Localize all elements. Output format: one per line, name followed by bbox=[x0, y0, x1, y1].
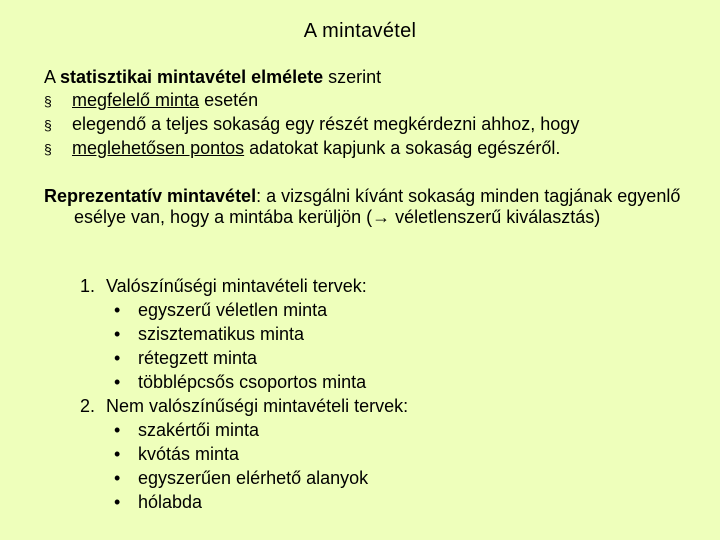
intro-heading bbox=[44, 66, 579, 89]
intro-item-text: adatokat kapjunk a sokaság egészéről. bbox=[244, 138, 561, 158]
section-bullet-icon: § bbox=[44, 141, 52, 157]
bullet-icon: • bbox=[114, 300, 121, 320]
item-number: 1. bbox=[80, 276, 96, 296]
sub-item-label: kvótás minta bbox=[138, 444, 240, 464]
section-bullet-icon: § bbox=[44, 93, 52, 109]
sub-list-item bbox=[80, 298, 408, 322]
intro-block bbox=[44, 66, 579, 161]
item-label: Valószínűségi mintavételi tervek: bbox=[106, 276, 367, 296]
intro-item-underlined: meglehetősen pontos bbox=[72, 138, 245, 158]
sub-list-item bbox=[80, 322, 408, 346]
definition-paragraph bbox=[44, 186, 714, 228]
sub-list-item bbox=[80, 418, 408, 442]
sub-item-label: egyszerűen elérhető alanyok bbox=[138, 468, 369, 488]
intro-item-text: esetén bbox=[199, 90, 259, 110]
sub-item-label: hólabda bbox=[138, 492, 203, 512]
intro-suffix: szerint bbox=[323, 67, 382, 87]
bullet-icon: • bbox=[114, 348, 121, 368]
sub-item-label: szisztematikus minta bbox=[138, 324, 305, 344]
intro-item bbox=[44, 137, 579, 161]
intro-item bbox=[44, 113, 579, 137]
bullet-icon: • bbox=[114, 468, 121, 488]
definition-text: : a vizsgálni kívánt sokaság minden tagjának egyenlő esélye van, hogy a mintába kerüljön (→ véletlenszerű kiválasztás) bbox=[74, 186, 681, 227]
sub-item-label: egyszerű véletlen minta bbox=[138, 300, 328, 320]
sub-list-item bbox=[80, 490, 408, 514]
section-bullet-icon: § bbox=[44, 117, 52, 133]
sampling-plan-list bbox=[80, 274, 408, 514]
intro-item-underlined: megfelelő minta bbox=[72, 90, 200, 110]
item-label: Nem valószínűségi mintavételi tervek: bbox=[106, 396, 409, 416]
bullet-icon: • bbox=[114, 492, 121, 512]
bullet-icon: • bbox=[114, 372, 121, 392]
sub-list-item bbox=[80, 370, 408, 394]
bullet-icon: • bbox=[114, 324, 121, 344]
intro-bold-term: statisztikai mintavétel elmélete bbox=[60, 67, 324, 87]
bullet-icon: • bbox=[114, 444, 121, 464]
intro-item bbox=[44, 89, 579, 113]
sub-item-label: szakértői minta bbox=[138, 420, 260, 440]
item-number: 2. bbox=[80, 396, 96, 416]
intro-item-text: elegendő a teljes sokaság egy részét megkérdezni ahhoz, hogy bbox=[72, 114, 580, 134]
definition-term: Reprezentatív mintavétel bbox=[44, 186, 257, 206]
slide-title: A mintavétel bbox=[303, 20, 417, 42]
sub-item-label: rétegzett minta bbox=[138, 348, 258, 368]
sub-list-item bbox=[80, 442, 408, 466]
sub-list-item bbox=[80, 466, 408, 490]
numbered-item bbox=[80, 274, 408, 298]
numbered-item bbox=[80, 394, 408, 418]
sub-item-label: többlépcsős csoportos minta bbox=[138, 372, 367, 392]
sub-list-item bbox=[80, 346, 408, 370]
bullet-icon: • bbox=[114, 420, 121, 440]
intro-prefix: A bbox=[44, 67, 61, 87]
